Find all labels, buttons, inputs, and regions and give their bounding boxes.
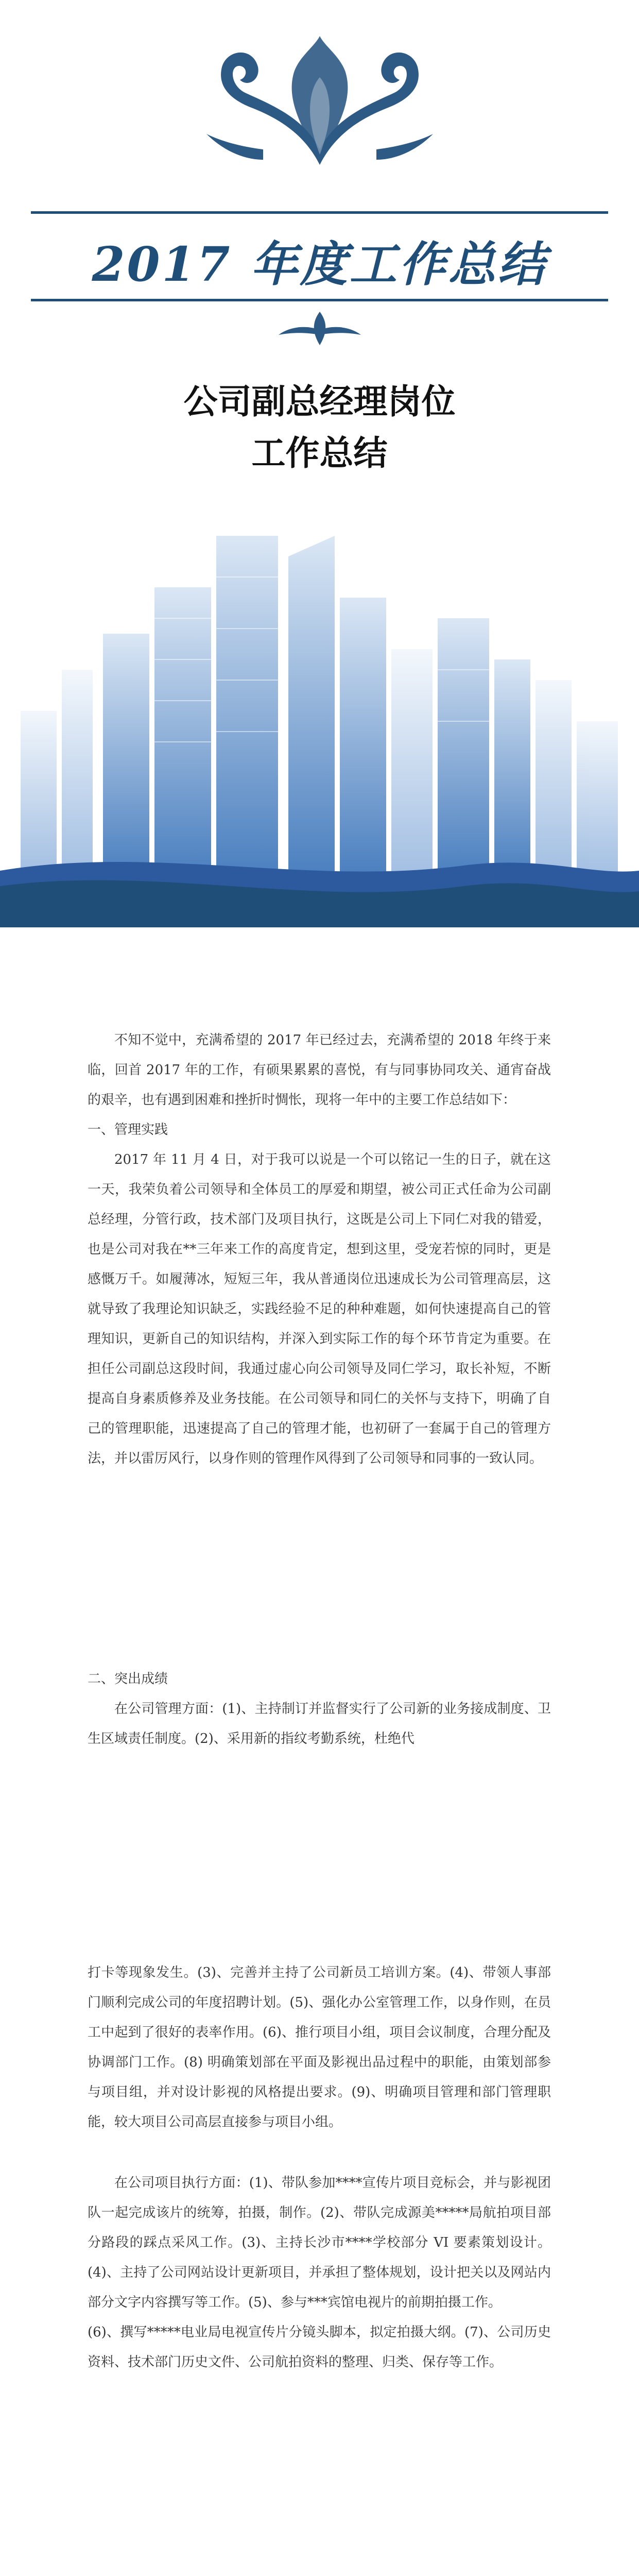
top-ornament — [0, 31, 639, 175]
section-2-heading: 二、突出成绩 — [88, 1671, 168, 1687]
document-subtitle — [0, 376, 639, 479]
section-2-paragraph-2: 在公司项目执行方面：(1)、带队参加****宣传片项目竞标会，并与影视团队一起完成该片的统筹，拍摄，制作。(2)、带队完成源美*****局航拍项目部分路段的踩点采风工作。(3)、主持长沙市****学校部分 VI 要素策划设计。(4)、主持了公司网站设计更新项目，并承担了整体规划，设计把关以及网站内部分文字内容撰写等工作。(5)、参与***宾馆电视片的前期拍摄工作。 — [88, 2175, 551, 2310]
section-2 — [88, 1664, 551, 1754]
section-2-continued — [88, 1958, 551, 2377]
small-floral-icon — [268, 309, 371, 350]
section-1-heading: 一、管理实践 — [88, 1122, 168, 1138]
subtitle-line-2: 工作总结 — [251, 433, 388, 473]
banner-title: 2017 年度工作总结 — [92, 236, 547, 292]
floral-ornament-icon — [176, 31, 464, 175]
section-2-paragraph-1b: 打卡等现象发生。(3)、完善并主持了公司新员工培训方案。(4)、带领人事部门顺利完成公司的年度招聘计划。(5)、强化办公室管理工作，以身作则，在员工中起到了很好的表率作用。(6)、推行项目小组，项目会议制度，合理分配及协调部门工作。(8) 明确策划部在平面及影视出品过程中的职能，由策划部参与项目组，并对设计影视的风格提出要求。(9)、明确项目管理和部门管理职能，较大项目公司高层直接参与项目小组。 — [88, 1965, 551, 2130]
section-2-paragraph-1a: 在公司管理方面：(1)、主持制订并监督实行了公司新的业务接成制度、卫生区域责任制度。(2)、采用新的指纹考勤系统，杜绝代 — [88, 1701, 551, 1747]
section-1-paragraph: 2017 年 11 月 4 日，对于我可以说是一个可以铭记一生的日子，就在这一天，我荣负着公司领导和全体员工的厚爱和期望，被公司正式任命为公司副总经理，分管行政，技术部门及项目执行，这既是公司上下同仁对我的错爱，也是公司对我在**三年来工作的高度肯定，想到这里，受宠若惊的同时，更是感慨万千。如履薄冰，短短三年，我从普通岗位迅速成长为公司管理高层，这就导致了我理论知识缺乏，实践经验不足的种种难题，如何快速提高自己的管理知识，更新自己的知识结构，并深入到实际工作的每个环节肯定为重要。在担任公司副总这段时间，我通过虚心向公司领导及同仁学习，取长补短，不断提高自身素质修养及业务技能。在公司领导和同仁的关怀与支持下，明确了自己的管理职能，迅速提高了自己的管理才能，也初研了一套属于自己的管理方法，并以雷厉风行，以身作则的管理作风得到了公司领导和同事的一致认同。 — [88, 1152, 551, 1466]
small-ornament — [0, 309, 639, 350]
intro-section — [88, 1025, 551, 1473]
title-rule-bottom — [31, 299, 608, 301]
section-2-paragraph-3: (6)、撰写*****电业局电视宣传片分镜头脚本，拟定拍摄大纲。(7)、公司历史资料、技术部门历史文件、公司航拍资料的整理、归类、保存等工作。 — [88, 2325, 551, 2370]
intro-paragraph: 不知不觉中，充满希望的 2017 年已经过去，充满希望的 2018 年终于来临，回首 2017 年的工作，有硕果累累的喜悦，有与同事协同攻关、通宵奋战的艰辛，也有遇到困难和挫折时惆怅，现将一年中的主要工作总结如下： — [88, 1032, 551, 1108]
subtitle-line-1: 公司副总经理岗位 — [183, 382, 456, 421]
cityscape-illustration — [0, 515, 639, 927]
title-rule-top — [31, 211, 608, 214]
